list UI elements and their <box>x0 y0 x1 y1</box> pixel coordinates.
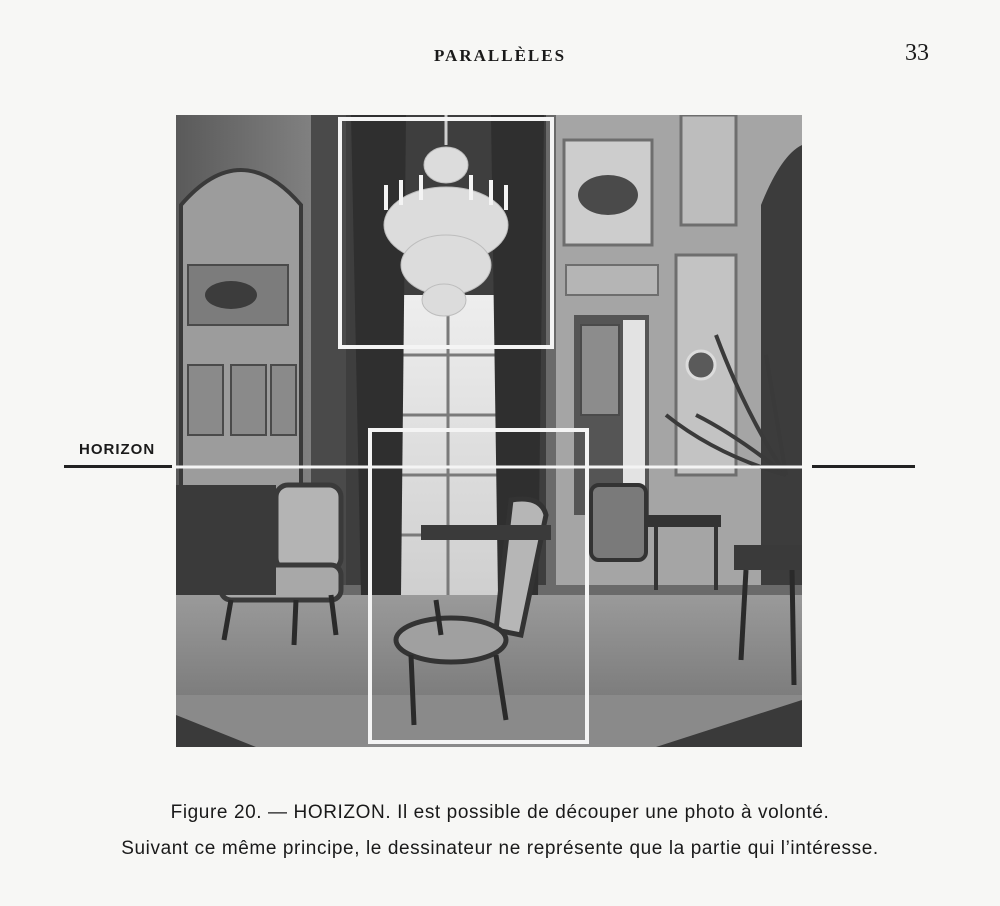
caption-line-2: Suivant ce même principe, le dessinateur ne représente que la partie qui l’intéresse. <box>121 838 879 859</box>
figure-caption <box>0 795 1000 867</box>
caption-line-1: Figure 20. — HORIZON. Il est possible de découper une photo à volonté. <box>170 802 830 823</box>
page-number: 33 <box>905 40 929 66</box>
horizon-line-left <box>64 465 172 468</box>
running-title: PARALLÈLES <box>433 46 567 65</box>
horizon-line-right <box>812 465 915 468</box>
salon-photograph <box>176 115 802 747</box>
horizon-label: HORIZON <box>79 441 156 458</box>
